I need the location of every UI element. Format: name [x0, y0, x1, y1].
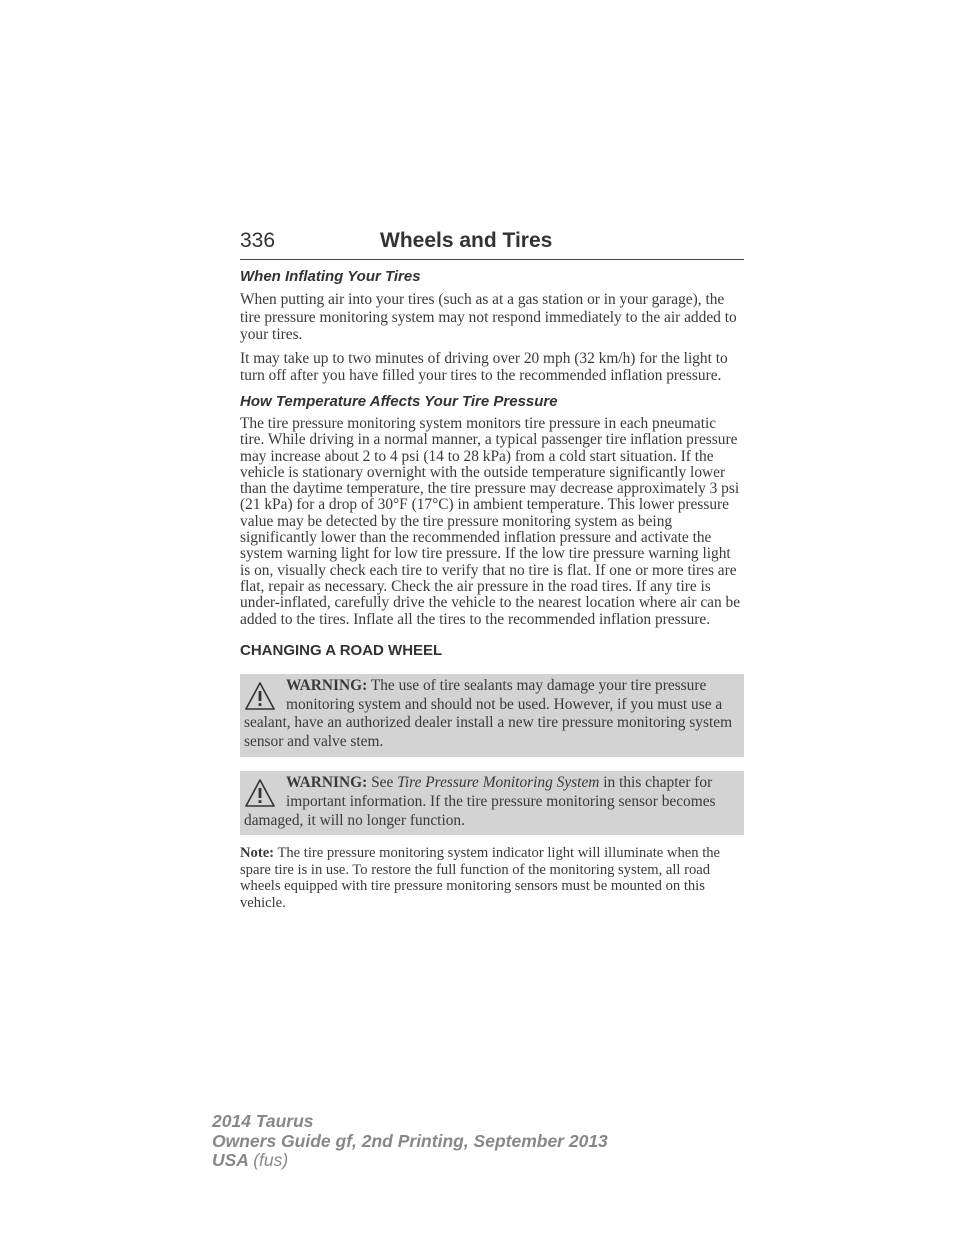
paragraph: The tire pressure monitoring system monitors tire pressure in each pneumatic tire. While driving in a normal manner, a typical passenger tire inflation pressure may increase about 2 to 4 psi (14 to 28 kPa) from a cold start situation. If the vehicle is stationary overnight with the outside temperature significantly lower than the daytime temperature, the tire pressure may decrease approximately 3 psi (21 kPa) for a drop of 30°F (17°C) in ambient temperature. This lower pressure value may be detected by the tire pressure monitoring system as being significantly lower than the recommended inflation pressure and activate the system warning light for low tire pressure. If the low tire pressure warning light is on, visually check each tire to verify that no tire is flat. If one or more tires are flat, repair as necessary. Check the air pressure in the road tires. If any tire is under-inflated, carefully drive the vehicle to the nearest location where air can be added to the tires. Inflate all the tires to the recommended inflation pressure.	[240, 414, 741, 628]
page-number: 336	[240, 229, 276, 252]
warning-label: WARNING:	[286, 774, 368, 792]
warning-box-tpms-sensor	[240, 771, 744, 835]
subheading-temperature: How Temperature Affects Your Tire Pressure	[240, 392, 558, 410]
warning-triangle-icon	[244, 681, 276, 711]
page-content	[240, 268, 744, 926]
page-footer	[212, 1112, 608, 1171]
page-header	[240, 229, 744, 260]
warning-text-pre: See	[371, 774, 394, 792]
paragraph: When putting air into your tires (such as at a gas station or in your garage), the tire pressure monitoring system may not respond immediately to the air added to your tires.	[240, 291, 737, 344]
footer-market	[212, 1151, 608, 1171]
warning-text: The use of tire sealants may damage your tire pressure monitoring system and should not be used. However, if you must use a sealant, have an authorized dealer install a new tire pressure monitoring system sensor and valve stem.	[244, 676, 733, 751]
warning-text-post: in this chapter for important information. If the tire pressure monitoring sensor becomes damaged, it will no longer function.	[244, 774, 716, 829]
cross-reference-link[interactable]: Tire Pressure Monitoring System	[397, 774, 600, 792]
footer-market-code: (fus)	[253, 1150, 289, 1170]
footer-model: 2014 Taurus	[212, 1111, 314, 1131]
warning-label: WARNING:	[286, 676, 368, 694]
note	[240, 845, 744, 911]
note-text: The tire pressure monitoring system indicator light will illuminate when the spare tire is in use. To restore the full function of the monitoring system, all road wheels equipped with tire pressure monitoring sensors must be mounted on this vehicle.	[240, 845, 721, 911]
footer-edition: Owners Guide gf, 2nd Printing, September 2013	[212, 1130, 608, 1151]
warning-box-sealants	[240, 674, 744, 757]
subheading-inflating: When Inflating Your Tires	[240, 268, 421, 285]
warning-triangle-icon	[244, 778, 276, 808]
note-label: Note:	[240, 845, 275, 862]
section-heading-changing-wheel: CHANGING A ROAD WHEEL	[240, 641, 443, 659]
footer-market-name: USA	[212, 1150, 249, 1170]
chapter-title: Wheels and Tires	[380, 229, 553, 252]
paragraph: It may take up to two minutes of driving over 20 mph (32 km/h) for the light to turn off after you have filled your tires to the recommended inflation pressure.	[240, 349, 728, 385]
